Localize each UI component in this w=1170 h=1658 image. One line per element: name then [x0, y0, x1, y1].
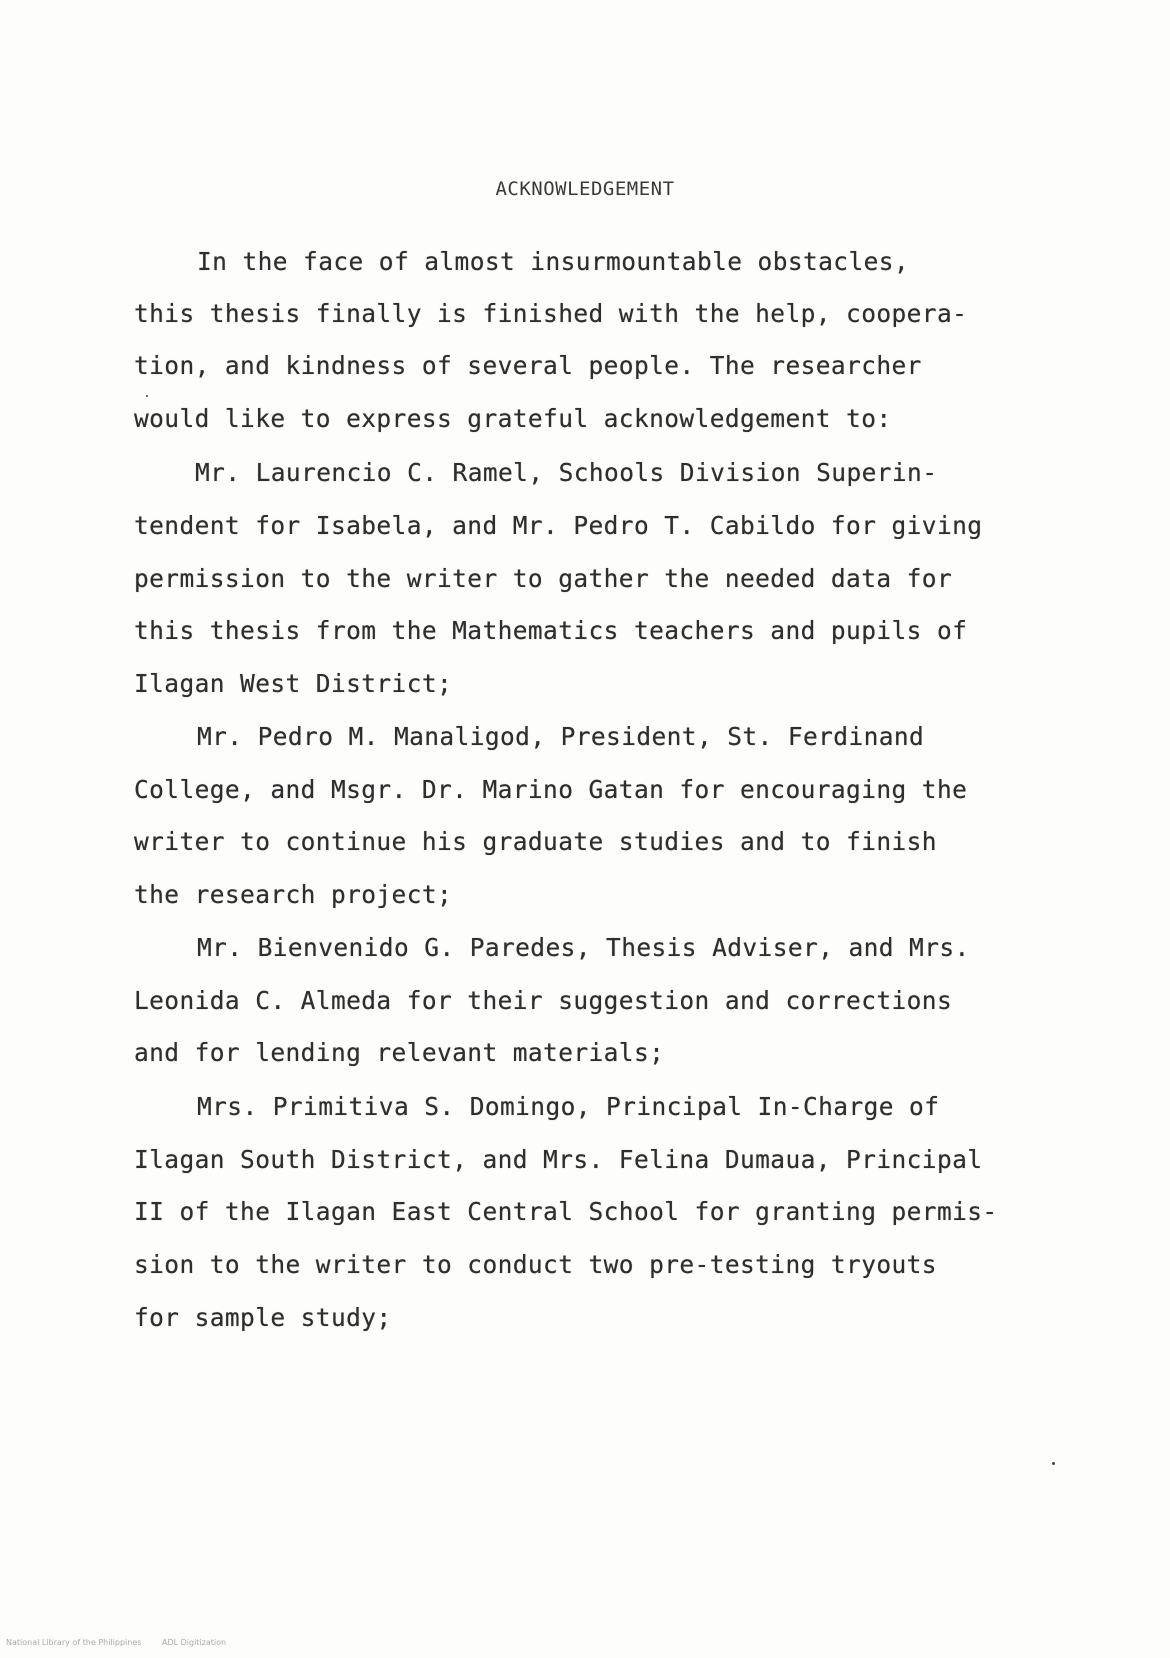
text-line: tion, and kindness of several people. The researcher [134, 351, 922, 380]
text-line: for sample study; [134, 1303, 392, 1332]
text-line: II of the Ilagan East Central School for granting permis- [134, 1197, 998, 1226]
text-line: sion to the writer to conduct two pre-testing tryouts [134, 1250, 937, 1279]
page-title: ACKNOWLEDGEMENT [495, 178, 675, 200]
text-line: the research project; [134, 880, 453, 909]
text-line: Mr. Bienvenido G. Paredes, Thesis Adviser, and Mrs. [197, 933, 970, 962]
scan-footer [6, 1638, 244, 1647]
text-line: Mr. Pedro M. Manaligod, President, St. Ferdinand [197, 722, 925, 751]
text-line: this thesis from the Mathematics teachers and pupils of [134, 616, 968, 645]
footer-left: National Library of the Philippines [6, 1638, 142, 1647]
text-line: this thesis finally is finished with the help, coopera- [134, 299, 968, 328]
text-line: Mrs. Primitiva S. Domingo, Principal In-Charge of [197, 1092, 940, 1121]
text-line: In the face of almost insurmountable obstacles, [197, 247, 910, 276]
text-line: College, and Msgr. Dr. Marino Gatan for encouraging the [134, 775, 968, 804]
footer-right: ADL Digitization [161, 1638, 227, 1647]
scan-speck [146, 395, 148, 397]
text-line: Mr. Laurencio C. Ramel, Schools Division Superin- [195, 458, 938, 487]
text-line: writer to continue his graduate studies and to finish [134, 827, 937, 856]
text-line: Ilagan West District; [134, 669, 453, 698]
text-line: would like to express grateful acknowledgement to: [134, 404, 892, 433]
text-line: Ilagan South District, and Mrs. Felina Dumaua, Principal [134, 1145, 983, 1174]
text-line: tendent for Isabela, and Mr. Pedro T. Cabildo for giving [134, 511, 983, 540]
text-line: Leonida C. Almeda for their suggestion and corrections [134, 986, 953, 1015]
scan-speck [1052, 1462, 1055, 1465]
text-line: permission to the writer to gather the needed data for [134, 564, 953, 593]
text-line: and for lending relevant materials; [134, 1038, 665, 1067]
